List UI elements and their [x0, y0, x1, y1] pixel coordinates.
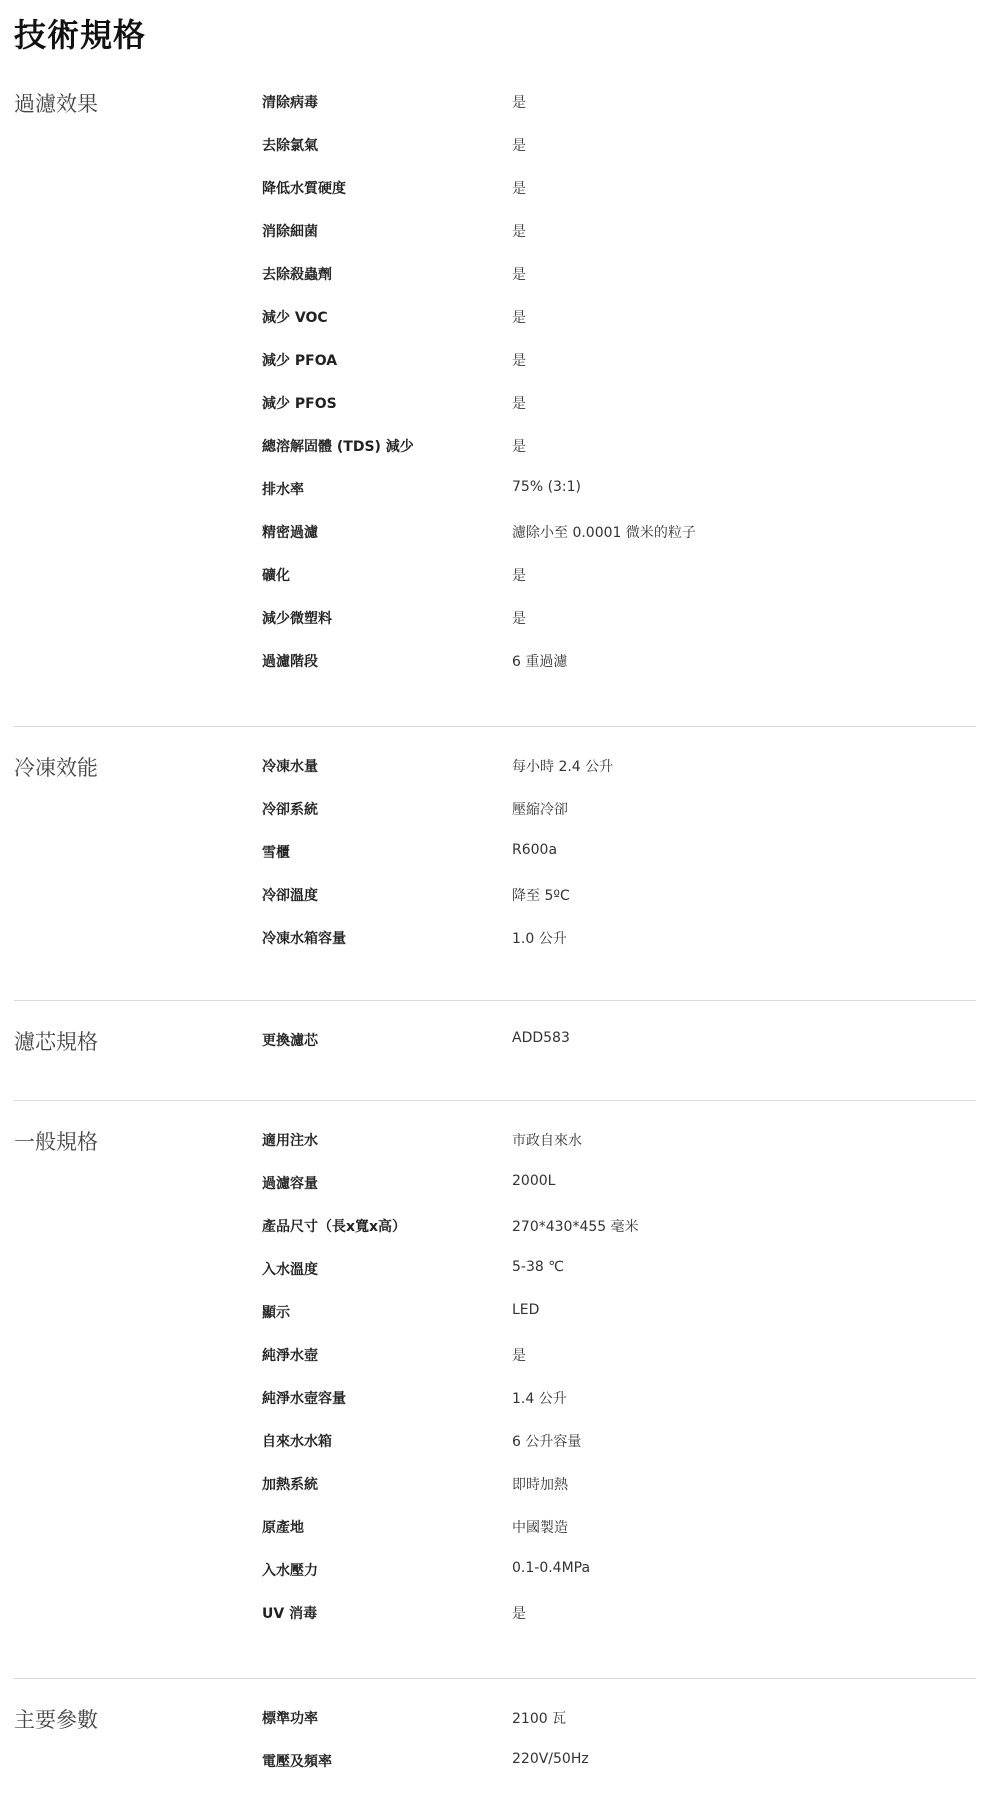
spec-label: 冷凍水量 [262, 759, 318, 775]
spec-label: 原產地 [262, 1520, 304, 1536]
spec-value: 壓縮冷卻 [512, 802, 568, 818]
spec-label: 礦化 [262, 568, 290, 584]
spec-label: 冷卻溫度 [262, 888, 318, 904]
spec-label: 雪櫃 [262, 845, 290, 861]
spec-label: 去除殺蟲劑 [262, 267, 332, 283]
spec-value: 市政自來水 [512, 1133, 582, 1149]
spec-value: 是 [512, 1348, 526, 1364]
spec-row [262, 1747, 976, 1790]
spec-label: 總溶解固體 (TDS) 減少 [262, 439, 414, 455]
spec-row [262, 1599, 976, 1642]
spec-section [14, 88, 976, 690]
spec-value: 是 [512, 568, 526, 584]
spec-label: 適用注水 [262, 1133, 318, 1149]
spec-row [262, 838, 976, 881]
spec-value: 是 [512, 267, 526, 283]
spec-label: 純淨水壺 [262, 1348, 318, 1364]
spec-row [262, 1704, 976, 1747]
spec-rows [262, 1026, 976, 1069]
spec-value: 6 公升容量 [512, 1434, 582, 1450]
spec-row [262, 346, 976, 389]
spec-label: 減少 PFOA [262, 353, 338, 369]
spec-value: 即時加熱 [512, 1477, 568, 1493]
spec-row [262, 1126, 976, 1169]
spec-label: 消除細菌 [262, 224, 318, 240]
spec-row [262, 1255, 976, 1298]
spec-section [14, 752, 976, 967]
spec-value: 降至 5ºC [512, 888, 570, 904]
spec-label: 產品尺寸（長x寬x高） [262, 1219, 407, 1235]
spec-label: 入水壓力 [262, 1563, 318, 1579]
spec-value: 中國製造 [512, 1520, 568, 1536]
spec-value: 是 [512, 310, 526, 326]
page-title: 技術規格 [14, 16, 147, 54]
spec-value: 5-38 ℃ [512, 1259, 564, 1275]
spec-value: 是 [512, 353, 526, 369]
spec-rows [262, 1126, 976, 1642]
spec-value: R600a [512, 842, 558, 858]
spec-row [262, 604, 976, 647]
spec-value: 是 [512, 1606, 526, 1622]
spec-section [14, 1704, 976, 1790]
spec-value: 220V/50Hz [512, 1751, 589, 1767]
spec-value: 270*430*455 毫米 [512, 1219, 639, 1235]
spec-row [262, 1298, 976, 1341]
section-divider [14, 1000, 976, 1001]
spec-value: 2000L [512, 1173, 556, 1189]
section-title: 主要參數 [14, 1708, 98, 1732]
spec-value: ADD583 [512, 1030, 570, 1046]
spec-row [262, 924, 976, 967]
spec-label: 去除氯氣 [262, 138, 318, 154]
spec-label: 冷卻系統 [262, 802, 318, 818]
spec-value: 是 [512, 224, 526, 240]
section-title: 濾芯規格 [14, 1030, 98, 1054]
spec-row [262, 1513, 976, 1556]
spec-label: 顯示 [262, 1305, 290, 1321]
spec-row [262, 131, 976, 174]
spec-label: 過濾階段 [262, 654, 318, 670]
spec-row [262, 1026, 976, 1069]
spec-row [262, 217, 976, 260]
spec-label: 標準功率 [262, 1711, 318, 1727]
section-title: 冷凍效能 [14, 756, 98, 780]
spec-row [262, 795, 976, 838]
spec-value: 0.1-0.4MPa [512, 1560, 591, 1576]
spec-row [262, 647, 976, 690]
spec-value: 1.4 公升 [512, 1391, 567, 1407]
spec-value: 濾除小至 0.0001 微米的粒子 [512, 525, 696, 541]
spec-row [262, 1169, 976, 1212]
spec-row [262, 1384, 976, 1427]
spec-row [262, 518, 976, 561]
spec-section [14, 1026, 976, 1069]
spec-value: 是 [512, 138, 526, 154]
spec-row [262, 881, 976, 924]
spec-label: 清除病毒 [262, 95, 318, 111]
spec-row [262, 88, 976, 131]
spec-row [262, 389, 976, 432]
spec-row [262, 432, 976, 475]
spec-label: 入水溫度 [262, 1262, 318, 1278]
spec-row [262, 475, 976, 518]
spec-label: 加熱系統 [262, 1477, 318, 1493]
spec-row [262, 1427, 976, 1470]
spec-row [262, 1341, 976, 1384]
spec-label: UV 消毒 [262, 1606, 318, 1622]
spec-row [262, 561, 976, 604]
spec-label: 減少微塑料 [262, 611, 332, 627]
spec-row [262, 752, 976, 795]
spec-value: 75% (3:1) [512, 479, 582, 495]
section-divider [14, 1100, 976, 1101]
spec-value: LED [512, 1302, 540, 1318]
spec-label: 精密過濾 [262, 525, 318, 541]
spec-value: 6 重過濾 [512, 654, 568, 670]
spec-value: 是 [512, 181, 526, 197]
spec-section [14, 1126, 976, 1642]
spec-label: 降低水質硬度 [262, 181, 346, 197]
section-title: 過濾效果 [14, 92, 98, 116]
spec-label: 排水率 [262, 482, 304, 498]
spec-value: 是 [512, 439, 526, 455]
spec-row [262, 1556, 976, 1599]
section-divider [14, 1678, 976, 1679]
spec-value: 2100 瓦 [512, 1711, 567, 1727]
spec-row [262, 174, 976, 217]
spec-row [262, 1470, 976, 1513]
spec-label: 減少 PFOS [262, 396, 337, 412]
spec-label: 冷凍水箱容量 [262, 931, 346, 947]
spec-label: 自來水水箱 [262, 1434, 332, 1450]
spec-row [262, 303, 976, 346]
spec-label: 減少 VOC [262, 310, 328, 326]
spec-rows [262, 1704, 976, 1790]
spec-value: 1.0 公升 [512, 931, 567, 947]
spec-rows [262, 88, 976, 690]
section-title: 一般規格 [14, 1130, 98, 1154]
spec-label: 純淨水壺容量 [262, 1391, 346, 1407]
spec-rows [262, 752, 976, 967]
spec-value: 是 [512, 611, 526, 627]
spec-value: 是 [512, 95, 526, 111]
spec-value: 是 [512, 396, 526, 412]
spec-label: 電壓及頻率 [262, 1754, 332, 1770]
spec-row [262, 260, 976, 303]
spec-value: 每小時 2.4 公升 [512, 759, 614, 775]
spec-row [262, 1212, 976, 1255]
section-divider [14, 726, 976, 727]
spec-label: 過濾容量 [262, 1176, 318, 1192]
spec-label: 更換濾芯 [262, 1033, 318, 1049]
